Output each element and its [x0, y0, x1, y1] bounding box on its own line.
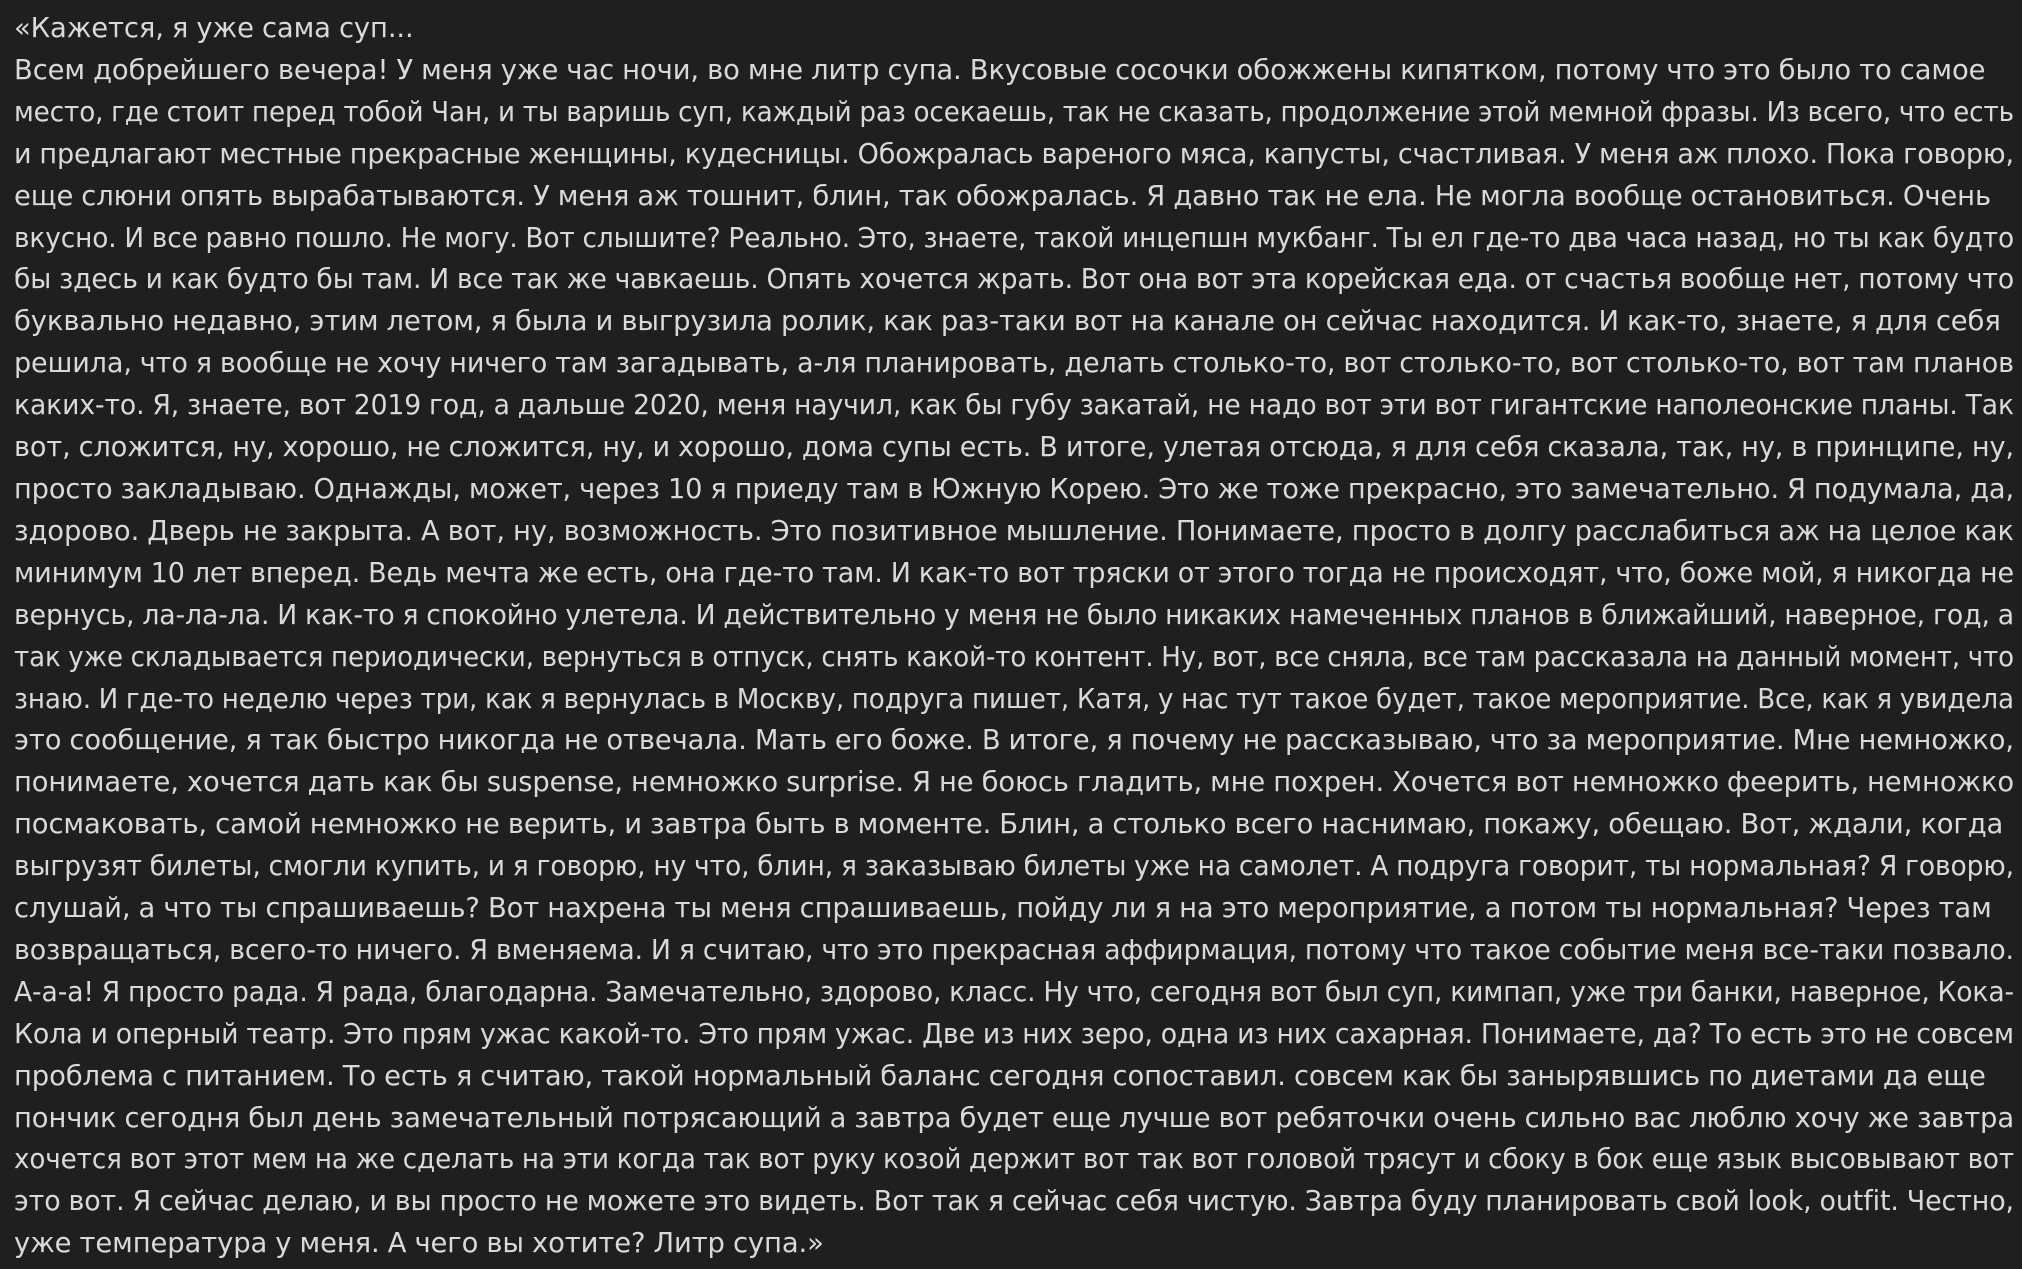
transcript-line: пончик сегодня был день замечательный потрясающий а завтра будет еще лучше вот ребяточки очень сильно вас люблю хочу же завтра: [14, 1102, 2014, 1134]
transcript-line: выгрузят билеты, смогли купить, и я говорю, ну что, блин, я заказываю билеты уже на самолет. А подруга говорит, ты нормальная? Я говорю,: [14, 851, 2014, 883]
transcript-line: Кола и оперный театр. Это прям ужас какой-то. Это прям ужас. Две из них зеро, одна из них сахарная. Понимаете, да? То есть это не совсем: [14, 1018, 2014, 1050]
transcript-line: уже температура у меня. А чего вы хотите? Литр супа.»: [14, 1228, 824, 1260]
transcript-line: вернусь, ла-ла-ла. И как-то я спокойно улетела. И действительно у меня не было никаких намеченных планов в ближайший, наверное, год, а: [14, 599, 2014, 631]
transcript-line: бы здесь и как будто бы там. И все так же чавкаешь. Опять хочется жрать. Вот она вот эта корейская еда. от счастья вообще нет, потому что: [14, 264, 2014, 296]
transcript-line: каких-то. Я, знаете, вот 2019 год, а дальше 2020, меня научил, как бы губу закатай, не надо вот эти вот гигантские наполеонские планы. Так: [14, 390, 2014, 422]
transcript-line: решила, что я вообще не хочу ничего там загадывать, а-ля планировать, делать столько-то, вот столько-то, вот столько-то, вот там планов: [14, 348, 2014, 380]
transcript-line: здорово. Дверь не закрыта. А вот, ну, возможность. Это позитивное мышление. Понимаете, просто в долгу расслабиться аж на целое как: [14, 515, 2014, 547]
transcript-line: это вот. Я сейчас делаю, и вы просто не можете это видеть. Вот так я сейчас себя чистую. Завтра буду планировать свой look, outfit. Честно,: [14, 1186, 2014, 1218]
transcript-line: это сообщение, я так быстро никогда не отвечала. Мать его боже. В итоге, я почему не рассказываю, что за мероприятие. Мне немножко,: [14, 725, 2014, 757]
transcript-line: понимаете, хочется дать как бы suspense, немножко surprise. Я не боюсь гладить, мне похрен. Хочется вот немножко феерить, немножко: [14, 767, 2014, 799]
transcript-line: просто закладываю. Однажды, может, через 10 я приеду там в Южную Корею. Это же тоже прекрасно, это замечательно. Я подумала, да,: [14, 473, 2014, 505]
transcript-line: место, где стоит перед тобой Чан, и ты варишь суп, каждый раз осекаешь, так не сказать, продолжение этой мемной фразы. Из всего, что есть: [14, 96, 2014, 128]
transcript-line: вкусно. И все равно пошло. Не могу. Вот слышите? Реально. Это, знаете, такой инцепшн мукбанг. Ты ел где-то два часа назад, но ты как будто: [14, 222, 2014, 254]
transcript-line: «Кажется, я уже сама суп...: [14, 13, 414, 44]
transcript-line: вот, сложится, ну, хорошо, не сложится, ну, и хорошо, дома супы есть. В итоге, улетая отсюда, я для себя сказала, так, ну, в принципе, ну,: [14, 432, 2014, 464]
transcript-line: проблема с питанием. То есть я считаю, такой нормальный баланс сегодня сопоставил. совсем как бы занырявшись по диетами да еще: [14, 1060, 1986, 1092]
transcript-line: Всем добрейшего вечера! У меня уже час ночи, во мне литр супа. Вкусовые сосочки обожжены кипятком, потому что это было то самое: [14, 54, 1986, 86]
transcript-line: А-а-а! Я просто рада. Я рада, благодарна. Замечательно, здорово, класс. Ну что, сегодня вот был суп, кимпап, уже три банки, наверное, Кока-: [14, 976, 2014, 1008]
transcript-line: минимум 10 лет вперед. Ведь мечта же есть, она где-то там. И как-то вот тряски от этого тогда не происходят, что, боже мой, я никогда не: [14, 557, 2014, 589]
transcript-line: так уже складывается периодически, вернуться в отпуск, снять какой-то контент. Ну, вот, все сняла, все там рассказала на данный момент, что: [14, 641, 2014, 673]
transcript-line: еще слюни опять вырабатываются. У меня аж тошнит, блин, так обожралась. Я давно так не ела. Не могла вообще остановиться. Очень: [14, 180, 1992, 212]
transcript-line: возвращаться, всего-то ничего. Я вменяема. И я считаю, что это прекрасная аффирмация, потому что такое событие меня все-таки позвало.: [14, 934, 2014, 966]
transcript-line: слушай, а что ты спрашиваешь? Вот нахрена ты меня спрашиваешь, пойду ли я на это мероприятие, а потом ты нормальная? Через там: [14, 893, 1992, 925]
transcript-line: буквально недавно, этим летом, я была и выгрузила ролик, как раз-таки вот на канале он сейчас находится. И как-то, знаете, я для себя: [14, 306, 2001, 338]
transcript-line: хочется вот этот мем на же сделать на эти когда так вот руку козой держит вот так вот головой трясут и сбоку в бок еще язык высовывают вот: [14, 1144, 2014, 1176]
transcript-line: знаю. И где-то неделю через три, как я вернулась в Москву, подруга пишет, Катя, у нас тут такое будет, такое мероприятие. Все, как я увидела: [14, 683, 2014, 715]
transcript-line: посмаковать, самой немножко не верить, и завтра быть в моменте. Блин, а столько всего наснимаю, покажу, обещаю. Вот, ждали, когда: [14, 809, 2004, 841]
transcript-line: и предлагают местные прекрасные женщины, кудесницы. Обожралась вареного мяса, капусты, счастливая. У меня аж плохо. Пока говорю,: [14, 138, 2014, 170]
